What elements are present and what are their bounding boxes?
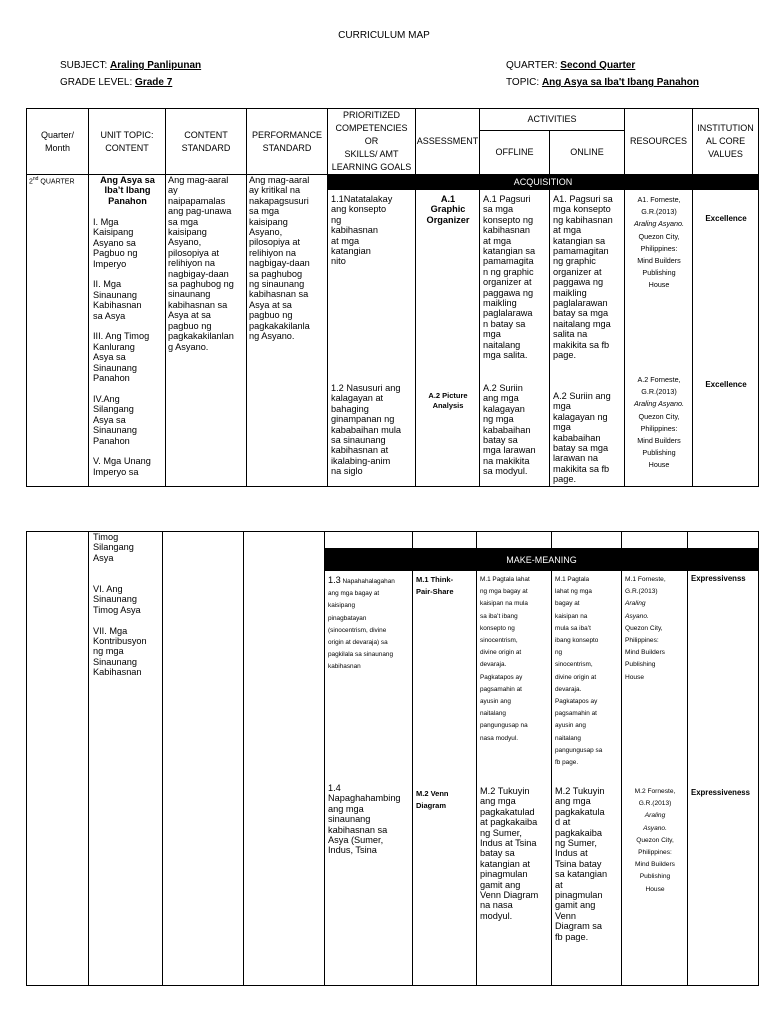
header-unit-topic: UNIT TOPIC: CONTENT	[89, 109, 166, 175]
online-cell-1	[550, 190, 625, 487]
header-assessment: ASSESSMENT	[416, 109, 480, 175]
topic-line	[506, 77, 699, 88]
document-title: CURRICULUM MAP	[338, 30, 430, 41]
values-cell-1	[693, 190, 759, 487]
quarter-cell-cont	[27, 532, 89, 986]
quarter-cell: 2nd QUARTER	[27, 175, 89, 487]
competency-1-4: 1.4 Napaghahambing ang mga sinaunang kabihasnan sa Asya (Sumer, Indus, Tsina	[328, 783, 401, 856]
value-excellence-2: Excellence	[705, 380, 747, 389]
quarter-label: QUARTER:	[506, 60, 558, 71]
blank-cell-5	[622, 532, 688, 549]
content-standard-cell-cont	[163, 532, 244, 986]
resources-cell-2	[622, 571, 688, 986]
assessment-a2: A.2 Picture Analysis	[428, 391, 468, 411]
competencies-cell-2	[325, 571, 413, 986]
acquisition-bar: ACQUISITION	[328, 175, 759, 190]
offline-m2: M.2 Tukuyin ang mga pagkakatulad at pagkakaiba ng Sumer, Indus at Tsina batay sa katangian at pinagmulan gamit ang Venn Diagram na nasa modyul.	[480, 786, 539, 921]
subject-value: Araling Panlipunan	[110, 60, 202, 71]
competency-1-2: 1.2 Nasusuri ang kalagayan at bahaging ginampanan ng kababaihan mula sa sinaunang kabihasnan at ikalabing-anim na siglo	[331, 383, 401, 477]
unit-topic-cell	[89, 175, 166, 487]
quarter-line	[506, 60, 635, 71]
header-activities: ACTIVITIES	[480, 109, 625, 131]
value-expressiveness-1: Expressivenss	[691, 574, 746, 583]
blank-cell-6	[688, 532, 759, 549]
unit-items: I. Mga Kaisipang Asyano sa Pagbuo ng Imperyo II. Mga Sinaunang Kabihasnan sa Asya III. Ang Timog Kanlurang Asya sa Sinaunang Panahon IV.Ang Silangang Asya sa Sinaunang Panahon V. Mga Unang Imperyo sa	[93, 217, 151, 477]
assessment-m2: M.2 Venn Diagram	[416, 789, 449, 810]
header-competencies: PRIORITIZED COMPETENCIES OR SKILLS/ AMT LEARNING GOALS	[328, 109, 416, 175]
grade-label: GRADE LEVEL:	[60, 77, 133, 88]
content-standard-text: Ang mag-aaral ay naipapamalas ang pag-unawa sa mga kaisipang Asyano, pilosopiya at relihiyon na nagbigay-daan sa paghubog ng sinaunang kabihasnan sa Asya at sa pagbuo ng pagkakakilanlan g Asyano.	[168, 175, 234, 352]
value-expressiveness-2: Expressiveness	[691, 788, 750, 797]
header-online: ONLINE	[550, 131, 625, 175]
resource-a2: A.2 Forneste, G.R.(2013) Araling Asyano. Quezon City, Philippines: Mind Builders Publishing House	[633, 375, 685, 470]
unit-items-cont: Timog Silangang Asya VI. Ang Sinaunang Timog Asya VII. Mga Kontribusyon ng mga Sinaunang Kabihasnan	[93, 532, 147, 678]
unit-title: Ang Asya sa Iba’t Ibang Panahon	[100, 175, 155, 206]
header-core-values: INSTITUTION AL CORE VALUES	[693, 109, 759, 175]
curriculum-table-page1	[26, 108, 759, 487]
resources-cell-1	[625, 190, 693, 487]
online-cell-2	[552, 571, 622, 986]
resource-m1: M.1 Forneste, G.R.(2013) Araling Asyano. Quezon City, Philippines: Mind Builders Publishing House	[625, 576, 666, 681]
resource-m2: M.2 Forneste, G.R.(2013) Araling Asyano. Quezon City, Philippines: Mind Builders Publishing House	[634, 788, 676, 893]
values-cell-2	[688, 571, 759, 986]
offline-cell-2	[477, 571, 552, 986]
competency-1-3: 1.3 Napahahalagahan ang mga bagay at kaisipang pinagbatayan (sinocentrism, divine origin at devaraja) sa pagkilala sa sinaunang kabihasnan	[328, 575, 395, 671]
header-content-standard: CONTENT STANDARD	[166, 109, 247, 175]
assessment-cell-1	[416, 190, 480, 487]
performance-standard-cell	[247, 175, 328, 487]
online-a2: A.2 Suriin ang mga kalagayan ng mga kababaihan batay sa mga larawan na makikita sa fb page.	[553, 391, 611, 485]
offline-m1: M.1 Pagtala lahat ng mga bagay at kaisipan na mula sa iba’t ibang konsepto ng sinocentrism, divine origin at devaraja. Pagkatapos ay pagsamahin at ayusin ang naitalang pangungusap na nasa modyul.	[480, 576, 530, 742]
offline-a2: A.2 Suriin ang mga kalagayan ng mga kababaihan batay sa mga larawan na makikita sa modyul.	[483, 383, 536, 477]
assessment-cell-2	[413, 571, 477, 986]
online-m2: M.2 Tukuyin ang mga pagkakatula d at pagkakaiba ng Sumer, Indus at Tsina batay sa katangian at pinagmulan gamit ang Venn Diagram sa fb page.	[555, 786, 608, 942]
resource-a1: A1. Forneste, G.R.(2013) Araling Asyano. Quezon City, Philippines: Mind Builders Publishing House	[633, 195, 685, 290]
topic-value: Ang Asya sa Iba't Ibang Panahon	[541, 77, 699, 88]
make-meaning-bar: MAKE-MEANING	[325, 549, 759, 571]
unit-topic-cell-cont	[89, 532, 163, 986]
grade-value: Grade 7	[135, 77, 173, 88]
topic-label: TOPIC:	[506, 77, 540, 88]
header-performance-standard: PERFORMANCE STANDARD	[247, 109, 328, 175]
curriculum-table-page2	[26, 531, 759, 986]
subject-label: SUBJECT:	[60, 60, 108, 71]
grade-line	[60, 77, 172, 88]
quarter-value: Second Quarter	[560, 60, 636, 71]
offline-cell-1	[480, 190, 550, 487]
header-resources: RESOURCES	[625, 109, 693, 175]
online-m1: M.1 Pagtala lahat ng mga bagay at kaisipan na mula sa iba’t ibang konsepto ng sinocentrism, divine origin at devaraja. Pagkatapos ay pagsamahin at ayusin ang naitalang pangungusap sa fb page.	[555, 576, 603, 767]
blank-cell-3	[477, 532, 552, 549]
performance-standard-cell-cont	[244, 532, 325, 986]
assessment-a1: A.1 Graphic Organizer	[426, 194, 470, 225]
content-standard-cell	[166, 175, 247, 487]
online-a1: A1. Pagsuri sa mga konsepto ng kabihasnan at mga katangian sa pamamagitan ng graphic organizer at paggawa ng maikling paglalarawan batay sa mga naitalang mga salita na makikita sa fb page.	[553, 194, 613, 361]
blank-cell-2	[413, 532, 477, 549]
header-quarter: Quarter/ Month	[27, 109, 89, 175]
blank-cell-4	[552, 532, 622, 549]
performance-standard-text: Ang mag-aaral ay kritikal na nakapagsusuri sa mga kaisipang Asyano, pilosopiya at relihiyon na nagbigay-daan sa paghubog ng sinaunang kabihasnan sa Asya at sa pagbuo ng pagkakakilanla ng Asyano.	[249, 175, 310, 342]
blank-cell-1	[325, 532, 413, 549]
assessment-m1: M.1 Think- Pair-Share	[416, 575, 454, 596]
offline-a1: A.1 Pagsuri sa mga konsepto ng kabihasnan at mga katangian sa pamamagita n ng graphic organizer at paggawa ng maikling paglalarawa n batay sa mga naitalang mga salita.	[483, 194, 536, 361]
value-excellence-1: Excellence	[705, 214, 747, 223]
subject-line	[60, 60, 201, 71]
header-offline: OFFLINE	[480, 131, 550, 175]
competencies-cell-1	[328, 190, 416, 487]
competency-1-1: 1.1Natatalakay ang konsepto ng kabihasnan at mga katangian nito	[331, 194, 393, 267]
